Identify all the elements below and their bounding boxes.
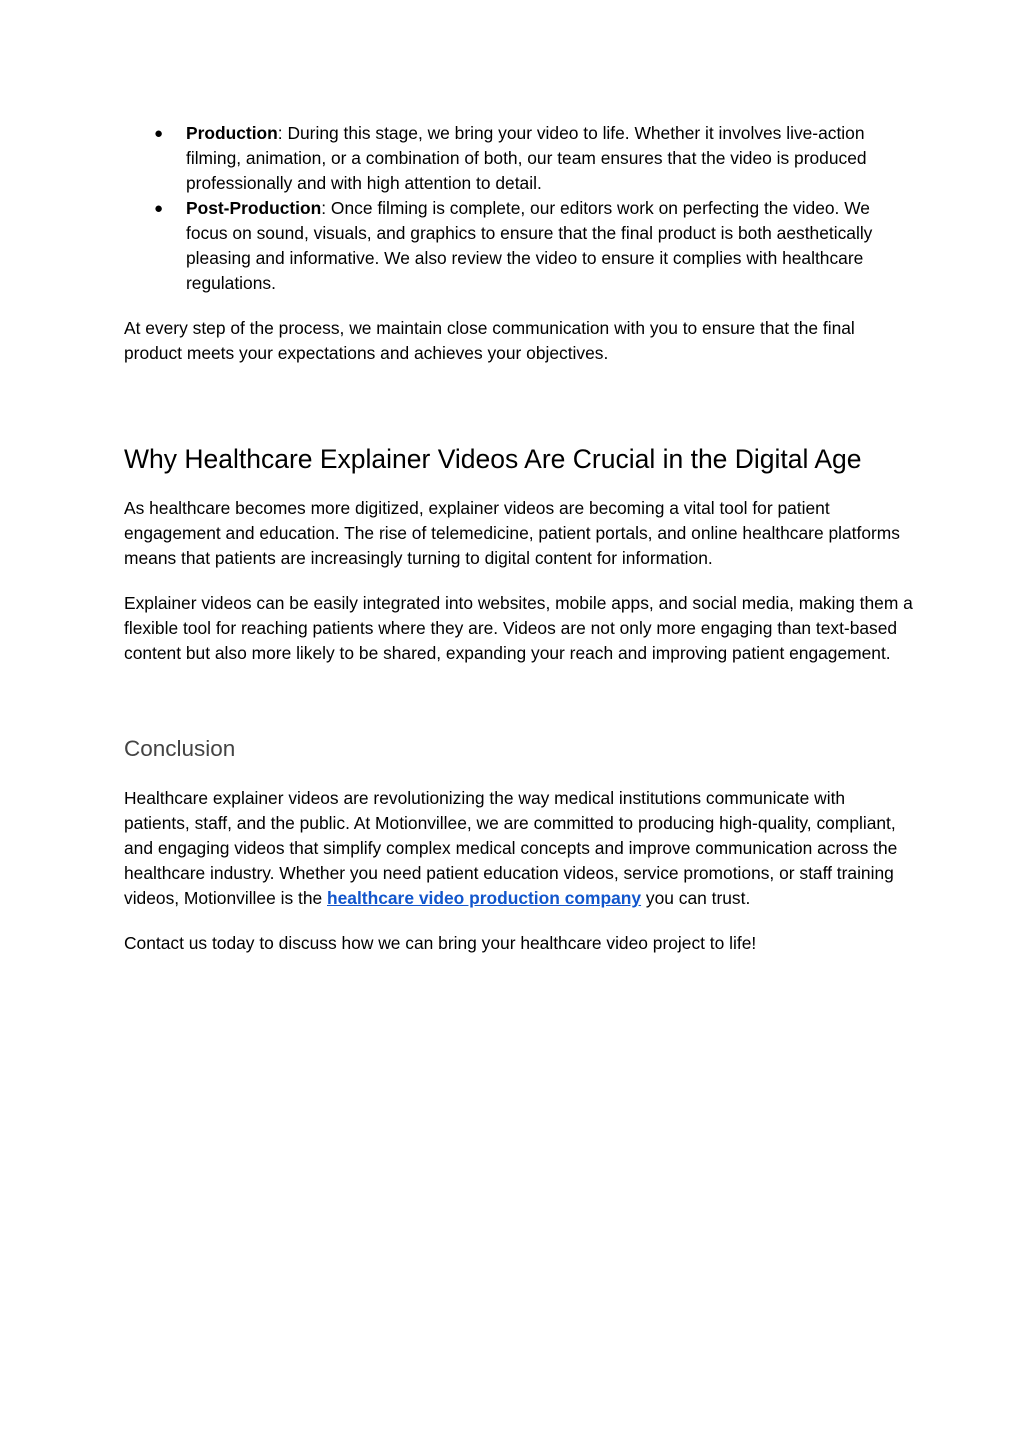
list-item-production <box>124 121 914 196</box>
list-item-term: Post-Production <box>186 198 322 218</box>
bullet-icon: ● <box>154 125 164 142</box>
closing-paragraph: Contact us today to discuss how we can bring your healthcare video project to life! <box>124 933 757 953</box>
list-item-text: : During this stage, we bring your video to life. Whether it involves live-action filming, animation, or a combination of both, our team ensures that the video is produced professionally and with high attention to detail. <box>186 123 867 193</box>
healthcare-video-production-link[interactable]: healthcare video production company <box>327 888 642 908</box>
section-heading-conclusion: Conclusion <box>124 736 236 761</box>
document-page <box>124 121 914 956</box>
list-item-term: Production <box>186 123 278 143</box>
section-heading-why: Why Healthcare Explainer Videos Are Crucial in the Digital Age <box>124 444 862 474</box>
conclusion-text-end: you can trust. <box>641 888 751 908</box>
process-stage-list <box>124 121 914 296</box>
why-paragraph-2: Explainer videos can be easily integrated into websites, mobile apps, and social media, making them a flexible tool for reaching patients where they are. Videos are not only more engaging than text-based content but also more likely to be shared, expanding your reach and improving patient engagement. <box>124 593 913 663</box>
bullet-icon: ● <box>154 200 164 217</box>
list-item-post-production <box>124 196 914 296</box>
process-paragraph: At every step of the process, we maintain close communication with you to ensure that the final product meets your expectations and achieves your objectives. <box>124 318 855 363</box>
why-paragraph-1: As healthcare becomes more digitized, explainer videos are becoming a vital tool for patient engagement and education. The rise of telemedicine, patient portals, and online healthcare platforms means that patients are increasingly turning to digital content for information. <box>124 498 900 568</box>
conclusion-text: Healthcare explainer videos are revolutionizing the way medical institutions communicate with patients, staff, and the public. At Motionvillee, we are committed to producing high-quality, compliant, and engaging videos that simplify complex medical concepts and improve communication across the healthcare industry. Whether you need patient education videos, service promotions, or staff training videos, Motionvillee is the <box>124 788 898 908</box>
list-item-text: : Once filming is complete, our editors work on perfecting the video. We focus on sound, visuals, and graphics to ensure that the final product is both aesthetically pleasing and informative. We also review the video to ensure it complies with healthcare regulations. <box>186 198 873 293</box>
conclusion-paragraph <box>124 786 914 911</box>
